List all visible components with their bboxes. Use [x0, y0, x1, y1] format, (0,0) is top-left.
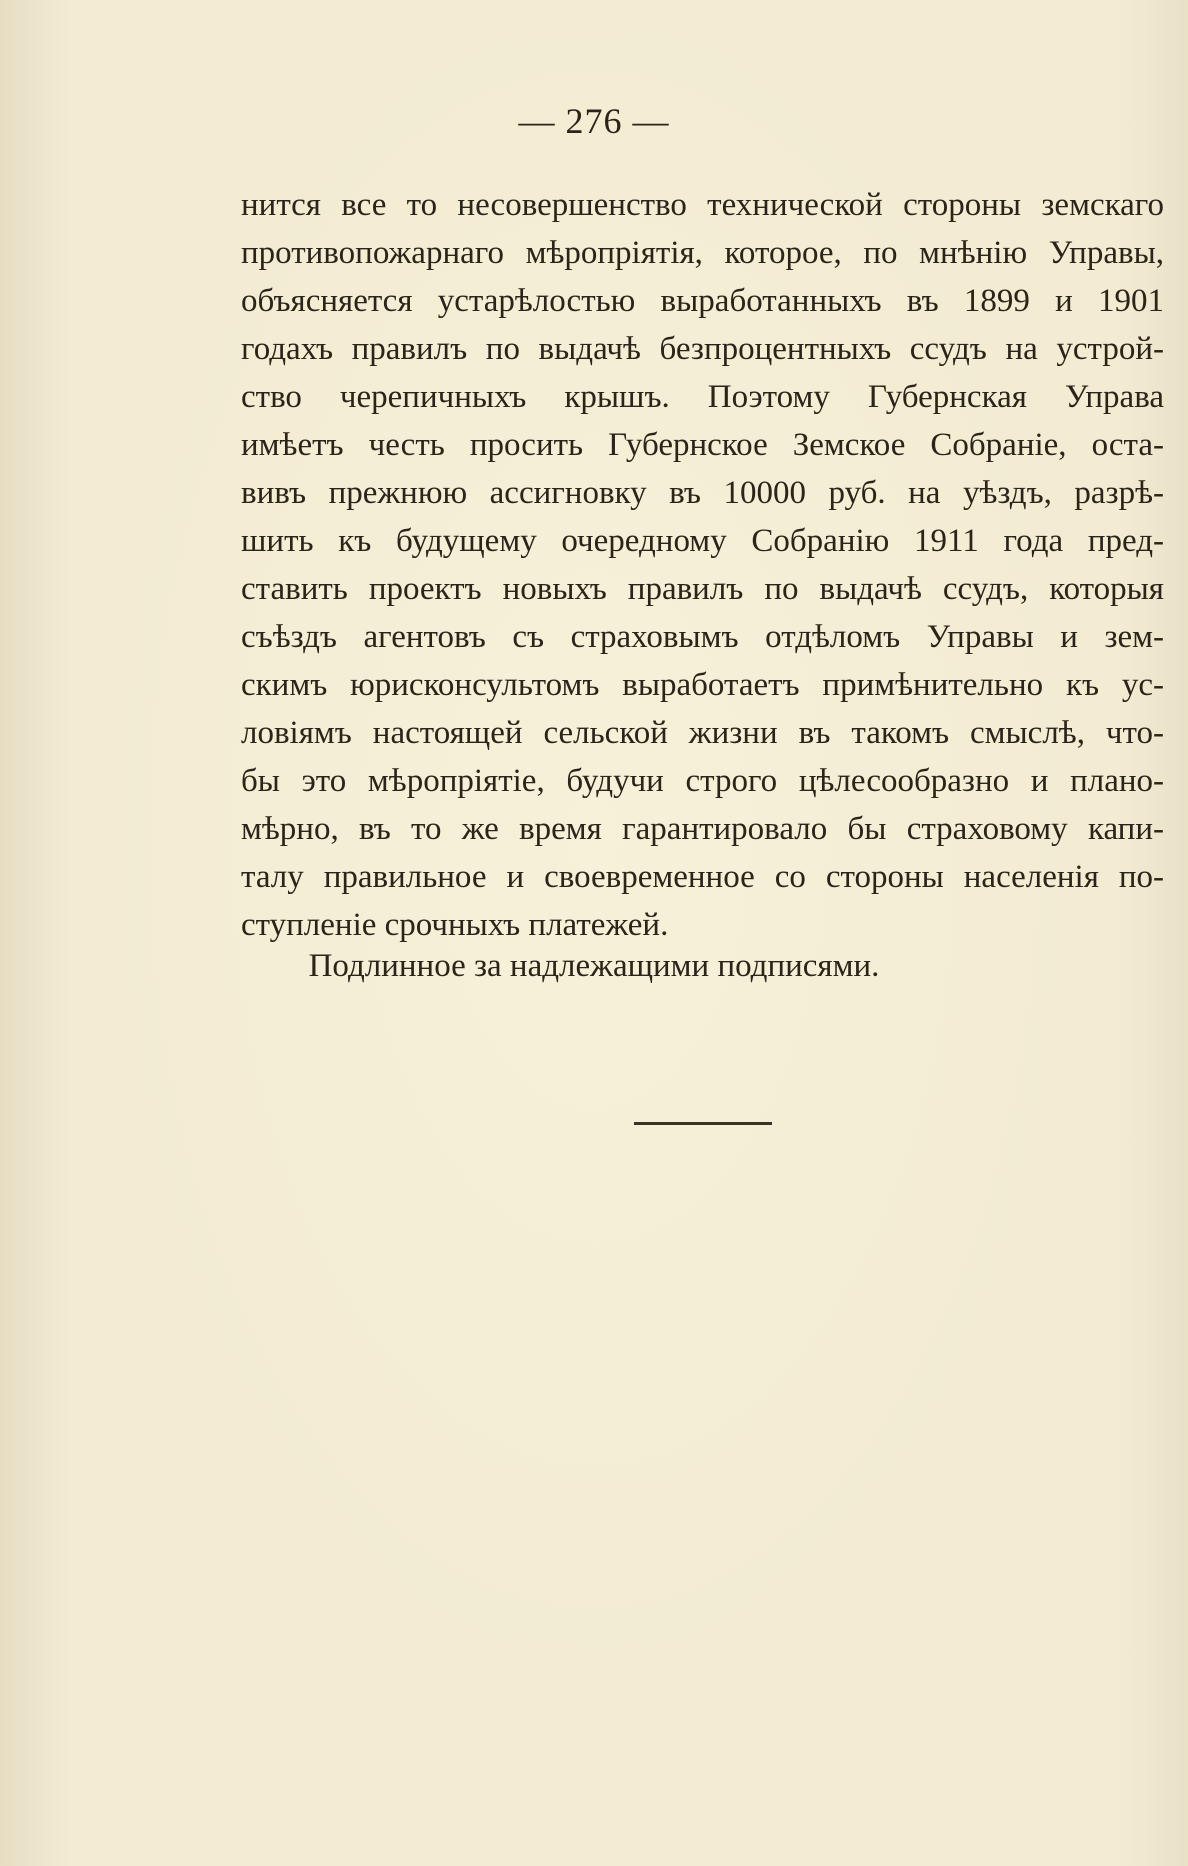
section-divider	[634, 1122, 772, 1125]
text-line: съѣздъ агентовъ съ страховымъ отдѣломъ Управы и зем-	[241, 619, 1164, 655]
text-line: ство черепичныхъ крышъ. Поэтому Губернская Управа	[241, 379, 1164, 415]
text-line: бы это мѣропріятіе, будучи строго цѣлесообразно и плано-	[241, 763, 1164, 799]
signature-note: Подлинное за надлежащими подписями.	[308, 948, 880, 984]
text-line: имѣетъ честь просить Губернское Земское Собраніе, оста-	[241, 427, 1164, 463]
text-line: ступленіе срочныхъ платежей.	[241, 907, 669, 943]
text-line: годахъ правилъ по выдачѣ безпроцентныхъ ссудъ на устрой-	[241, 331, 1164, 367]
text-line: талу правильное и своевременное со стороны населенія по-	[241, 859, 1164, 895]
page-number: — 276 —	[518, 101, 670, 141]
text-line: вивъ прежнюю ассигновку въ 10000 руб. на уѣздъ, разрѣ-	[241, 475, 1164, 511]
text-line: ставить проектъ новыхъ правилъ по выдачѣ ссудъ, которыя	[241, 571, 1164, 607]
text-line: мѣрно, въ то же время гарантировало бы страховому капи-	[241, 811, 1164, 847]
body-paragraph	[241, 181, 1164, 949]
text-line: шить къ будущему очередному Собранію 1911 года пред-	[241, 523, 1164, 559]
text-line: объясняется устарѣлостью выработанныхъ въ 1899 и 1901	[241, 283, 1164, 319]
text-line: скимъ юрисконсультомъ выработаетъ примѣнительно къ ус-	[241, 667, 1164, 703]
text-line: нится все то несовершенство технической стороны земскаго	[241, 187, 1164, 223]
text-line: ловіямъ настоящей сельской жизни въ такомъ смыслѣ, что-	[241, 715, 1164, 751]
text-line: противопожарнаго мѣропріятія, которое, по мнѣнію Управы,	[241, 235, 1164, 271]
